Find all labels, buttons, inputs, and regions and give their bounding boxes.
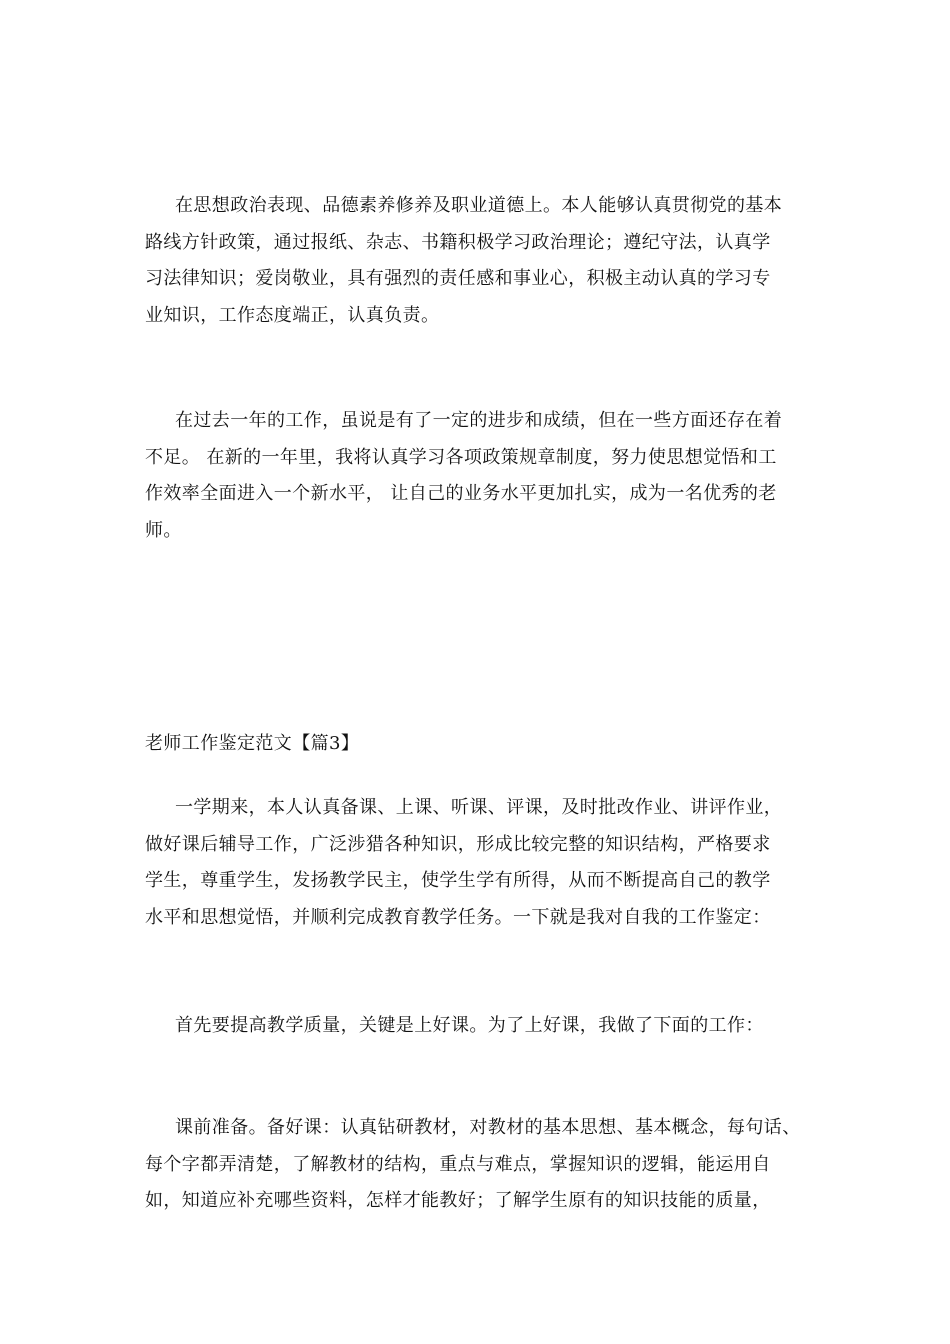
paragraph-teaching-quality bbox=[145, 1008, 815, 1045]
paragraph-line: 路线方针政策，通过报纸、杂志、书籍积极学习政治理论；遵纪守法，认真学 bbox=[145, 231, 771, 253]
paragraph-semester-review bbox=[145, 790, 815, 936]
paragraph-line: 师。 bbox=[145, 519, 182, 541]
paragraph-line: 习法律知识；爱岗敬业，具有强烈的责任感和事业心，积极主动认真的学习专 bbox=[145, 268, 771, 289]
paragraph-line: 每个字都弄清楚，了解教材的结构，重点与难点，掌握知识的逻辑，能运用自 bbox=[145, 1153, 771, 1175]
paragraph-line: 在思想政治表现、品德素养修养及职业道德上。本人能够认真贯彻党的基本 bbox=[175, 195, 783, 216]
paragraph-line: 课前准备。备好课：认真钻研教材，对教材的基本思想、基本概念，每句话、 bbox=[175, 1117, 801, 1138]
paragraph-line: 做好课后辅导工作，广泛涉猎各种知识，形成比较完整的知识结构，严格要求 bbox=[145, 833, 771, 855]
paragraph-lesson-preparation bbox=[145, 1110, 815, 1220]
paragraph-line: 不足。 在新的一年里，我将认真学习各项政策规章制度，努力使思想觉悟和工 bbox=[145, 446, 777, 468]
paragraph-line: 一学期来，本人认真备课、上课、听课、评课，及时批改作业、讲评作业， bbox=[175, 797, 783, 818]
paragraph-line: 如，知道应补充哪些资料，怎样才能教好；了解学生原有的知识技能的质量， bbox=[145, 1190, 771, 1211]
paragraph-line: 业知识，工作态度端正，认真负责。 bbox=[145, 304, 440, 326]
paragraph-line: 学生，尊重学生，发扬教学民主，使学生学有所得，从而不断提高自己的教学 bbox=[145, 870, 771, 891]
paragraph-line: 水平和思想觉悟，并顺利完成教育教学任务。一下就是我对自我的工作鉴定： bbox=[145, 906, 771, 928]
paragraph-line: 在过去一年的工作，虽说是有了一定的进步和成绩，但在一些方面还存在着 bbox=[175, 410, 783, 431]
paragraph-past-year-summary bbox=[145, 403, 815, 549]
section-heading: 老师工作鉴定范文【篇3】 bbox=[145, 733, 360, 754]
paragraph-political-conduct bbox=[145, 188, 815, 334]
paragraph-line: 作效率全面进入一个新水平， 让自己的业务水平更加扎实，成为一名优秀的老 bbox=[145, 483, 777, 504]
paragraph-line: 首先要提高教学质量，关键是上好课。为了上好课，我做了下面的工作： bbox=[175, 1015, 764, 1036]
